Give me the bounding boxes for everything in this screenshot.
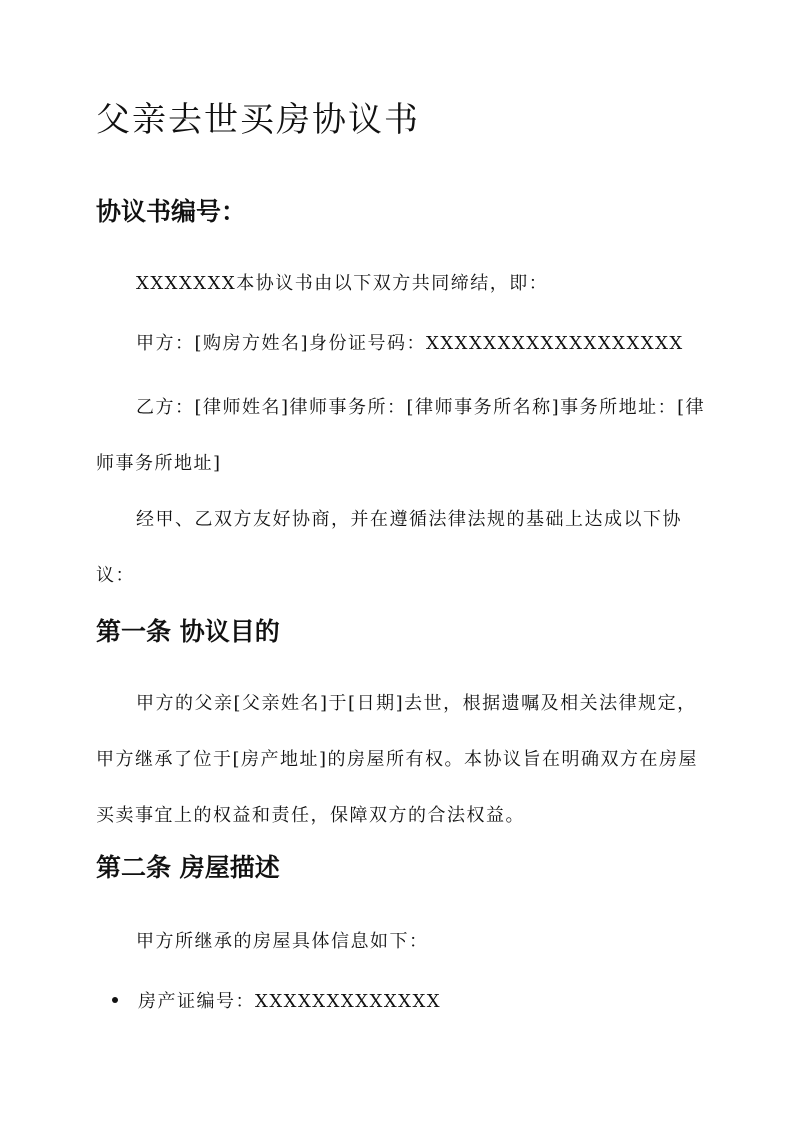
- consensus-paragraph: 经甲、乙双方友好协商，并在遵循法律法规的基础上达成以下协议：: [96, 509, 682, 586]
- party-b-paragraph: 乙方：[律师姓名]律师事务所：[律师事务所名称]事务所地址：[律师事务所地址]: [96, 397, 706, 474]
- section-2-heading: 第二条 房屋描述: [96, 853, 280, 882]
- section-1-body: 甲方的父亲[父亲姓名]于[日期]去世，根据遗嘱及相关法律规定，甲方继承了位于[房产地址]的房屋所有权。本协议旨在明确双方在房屋买卖事宜上的权益和责任，保障双方的合法权益。: [96, 693, 699, 826]
- document-title: 父亲去世买房协议书: [96, 100, 420, 140]
- property-certificate-number: 房产证编号：XXXXXXXXXXXXX: [138, 991, 442, 1012]
- section-2-body: 甲方所继承的房屋具体信息如下：: [136, 931, 429, 952]
- party-a-paragraph: 甲方：[购房方姓名]身份证号码：XXXXXXXXXXXXXXXXXX: [136, 333, 684, 354]
- agreement-number-label: 协议书编号：: [96, 197, 247, 226]
- bullet-icon: [112, 997, 118, 1003]
- intro-paragraph: XXXXXXX本协议书由以下双方共同缔结，即：: [136, 273, 549, 294]
- list-item: [112, 988, 441, 1016]
- section-1-heading: 第一条 协议目的: [96, 617, 280, 646]
